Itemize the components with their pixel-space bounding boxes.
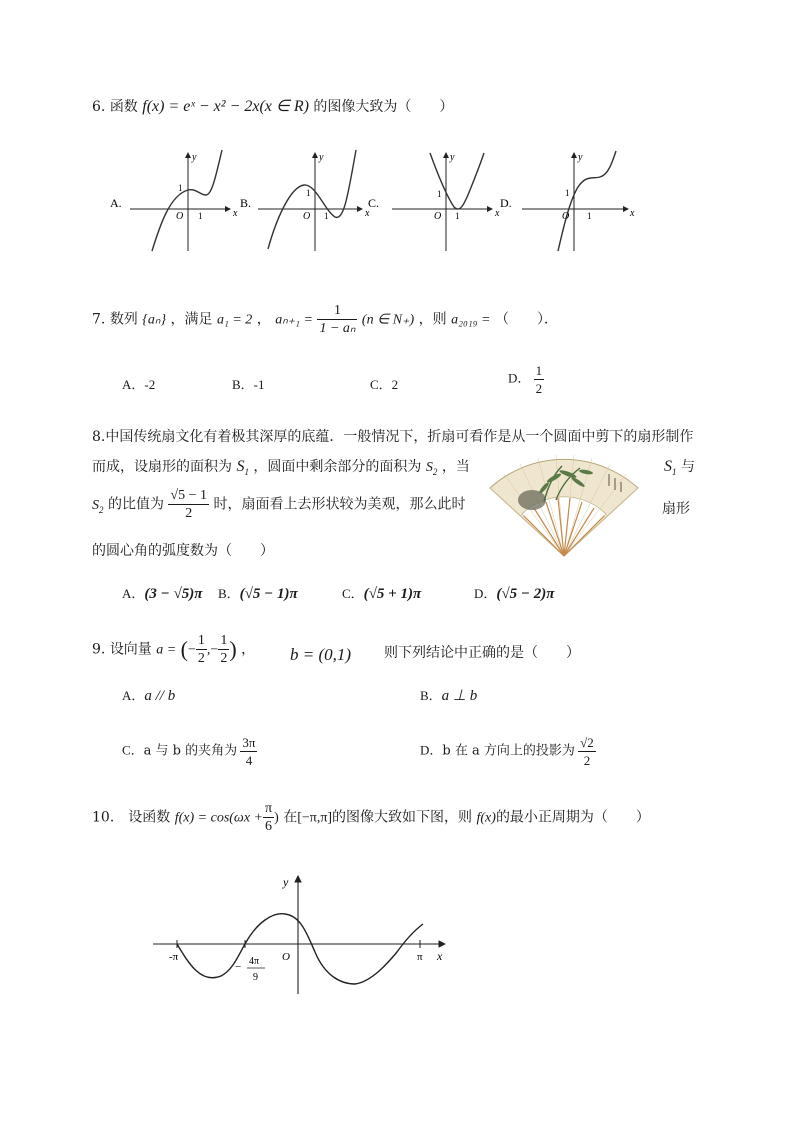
q6-b-y: y [319,152,324,163]
q9-opt-c-den: 4 [245,753,253,768]
q8-opt-a-value: (3 − √5)π [144,586,203,602]
q7-sep: ， [256,311,271,328]
q9-opt-d-text: b 在 a 方向上的投影为 [442,743,575,759]
q10-graph [145,872,465,997]
q8-line2-d: 与 [680,459,695,475]
q9-opt-b-label: B． [420,688,442,703]
q10-frac-num: π [264,801,273,816]
q6-c-y: y [450,152,455,163]
q6-d-one-y: 1 [565,188,570,198]
q6-graph-d [522,151,635,251]
q7-opt-a-label: A． [122,377,145,392]
q7-number: 7. [92,311,106,328]
q9-vec-b [290,645,351,665]
q10-formula-b: ) [274,810,279,826]
q10-text-d: 的最小正周期为（ ） [495,809,650,826]
q10-text-b: 在 [283,809,298,826]
q9-ax-den: 2 [197,651,205,666]
q9-option-a [122,685,175,705]
q6-a-one-x: 1 [198,211,203,221]
q6-a-one-y: 1 [178,183,183,193]
q10-frac [263,800,274,835]
q6-b-one-y: 1 [306,188,311,198]
q8-line2-a: 而成，设扇形的面积为 [92,459,232,475]
q9-vec-a: a = [156,642,177,658]
q8-line2 [92,456,470,477]
q9-vec-b-text: b = (0,1) [290,645,352,664]
q7-frac-den: 1 − aₙ [319,321,356,336]
q8-line3 [92,487,465,522]
q7-opt-d-num: 1 [535,363,543,378]
q8-number: 8. [92,429,106,445]
q7-stem [92,302,558,337]
q9-option-b [420,685,477,705]
q9-comma: ,− [206,642,219,658]
q6-a-x: x [233,208,238,219]
q7-text-b: ，满足 [170,311,213,328]
q8-s2-sub: 2 [432,466,438,477]
folding-fan-image [484,452,644,560]
q9-text-a: 设向量 [109,641,152,658]
q8-opt-a-label: A． [122,586,145,601]
q8-s2b-sub: 2 [99,504,104,515]
q9-opt-a-value: a // b [144,688,176,704]
q7-opt-d-den: 2 [535,381,543,396]
q6-option-c-label: C. [368,196,380,210]
q9-ay-num: 1 [220,633,228,648]
q7-lhs: aₙ₊₁ = [275,312,313,328]
q10-x-label: x [437,949,443,963]
q6-number: 6. [92,99,106,115]
q8-line4: 的圆心角的弧度数为（ ） [92,543,274,559]
q8-line3-right: 扇形 [662,501,690,517]
q6-c-one-y: 1 [437,189,442,199]
q10-pi: π [417,951,423,963]
q10-interval: [−π,π] [297,810,333,826]
q8-line2-right [664,456,695,477]
q9-sep: ， [241,641,256,658]
q9-paren-open: ( [180,636,188,662]
q8-option-d [474,583,554,603]
q7-text-d: （ ）． [494,311,558,328]
q7-text-a: 数列 [109,311,138,328]
q8-s1r-sub: 1 [672,467,677,478]
q10-tick-den: 9 [253,972,258,983]
q9-ax-num: 1 [197,633,205,648]
q6-c-x: x [495,208,500,219]
q10-formula-a: f(x) = cos(ωx + [174,810,263,826]
q8-ratio-den: 2 [185,506,193,521]
q8-opt-b-label: B． [218,586,240,601]
q8-s1-sub: 1 [244,467,249,478]
q6-d-x: x [630,208,635,219]
q7-option-c [370,374,398,393]
q8-option-a [122,583,202,603]
q9-paren-close: ) [229,636,237,662]
q10-curve [177,914,423,984]
q10-stem [92,800,650,835]
q8-s1r-letter: S [664,458,672,475]
q8-s2-b [92,498,104,513]
q7-cond1: a₁ = 2 [216,312,253,328]
q6-graph-b [258,150,370,251]
q7-option-b [232,374,265,393]
q6-b-o: O [303,211,311,222]
q9-ay-frac [218,632,229,667]
q9-opt-b-value: a ⊥ b [441,688,478,704]
q6-c-o: O [434,211,442,222]
q10-text-c: 的图像大致如下图，则 [332,809,473,826]
q6-option-b-label: B. [240,196,252,210]
q9-opt-d-label: D． [420,742,443,758]
q8-line3-b: 时，扇面看上去形状较为美观，那么此时 [213,496,466,513]
q6-option-a-label: A. [110,196,122,210]
q8-s2 [426,460,438,475]
q9-number: 9. [92,641,106,658]
q8-line2-c: ，当 [441,459,470,475]
q8-s2b-letter: S [92,497,99,513]
q8-line3-a: 的比值为 [107,496,164,513]
q7-target: a₂₀₁₉ = [451,312,491,328]
q6-a-o: O [176,211,184,222]
q9-opt-d-den: 2 [583,753,591,768]
q6-text-b: 的图像大致为（ ） [313,99,454,115]
q8-opt-b-value: (√5 − 1)π [239,586,298,602]
q9-stem [92,632,255,667]
q10-tick-num: 4π [249,956,260,967]
q6-formula: f(x) = eˣ − x² − 2x(x ∈ R) [142,98,309,115]
q8-s1 [236,458,249,478]
q9-option-d [420,734,596,769]
q6-text-a: 函数 [109,99,138,115]
q7-domain: (n ∈ N₊) [361,312,415,328]
q8-ratio-num: √5 − 1 [170,488,207,503]
q10-fx: f(x) [476,810,496,826]
q7-opt-a-value: -2 [144,377,156,392]
q7-text-c: ，则 [418,311,447,328]
q9-opt-d-frac [578,734,596,769]
q8-opt-d-value: (√5 − 2)π [496,586,555,602]
q8-line2-b: ，圆面中剩余部分的面积为 [253,459,422,475]
q7-option-d [508,362,544,397]
q8-s2-letter: S [425,460,433,475]
q7-opt-c-label: C． [370,377,392,392]
q6-stem [92,96,453,116]
q8-s1-letter: S [236,458,245,475]
q8-line1-text: 中国传统扇文化有着极其深厚的底蕴．一般情况下，折扇可看作是从一个圆面中剪下的扇形制作 [105,429,694,445]
q10-frac-den: 6 [265,819,273,834]
q10-y-label: y [283,875,289,889]
q9-minus-1: − [188,642,196,658]
q8-line1 [92,426,693,446]
q7-opt-b-value: -1 [253,377,265,392]
q9-opt-c-label: C． [122,742,144,758]
q9-opt-a-label: A． [122,688,145,703]
q8-opt-c-label: C． [342,586,364,601]
q6-b-one-x: 1 [324,211,329,221]
q8-option-c [342,583,421,603]
q6-d-y: y [578,152,583,163]
q6-a-y: y [192,152,197,163]
q6-b-x: x [365,208,370,219]
q7-opt-d-frac [534,362,545,397]
q10-tick-sign: − [235,961,242,973]
q10-number: 10． [92,809,124,826]
q7-opt-d-label: D． [508,370,531,386]
q8-opt-d-label: D． [474,586,497,601]
q7-opt-c-value: 2 [391,377,399,392]
q6-graph-a [130,150,238,251]
q9-text-b: 则下列结论中正确的是（ ） [384,645,580,661]
q7-frac-num: 1 [317,302,357,320]
q7-opt-b-label: B． [232,377,254,392]
q7-seq: {aₙ} [142,312,167,328]
q8-s1-right [664,458,677,478]
q9-opt-c-frac [240,734,257,769]
q9-ay-den: 2 [220,651,228,666]
q6-c-one-x: 1 [455,211,460,221]
q9-option-c [122,734,257,769]
q8-ratio [168,487,209,522]
q8-option-b [218,583,298,603]
q6-graph-c [392,152,500,251]
q9-ax-frac [196,632,207,667]
q10-text-a: 设函数 [128,809,171,826]
q6-d-one-x: 1 [587,211,592,221]
q9-opt-c-num: 3π [242,735,256,750]
q7-option-a [122,374,155,393]
q6-d-o: O [562,211,570,222]
q6-option-d-label: D. [500,196,512,210]
q7-fraction [317,302,357,337]
q6-graphs [100,145,640,260]
q9-opt-d-num: √2 [580,735,594,750]
q10-origin: O [282,951,290,963]
q9-opt-c-text: a 与 b 的夹角为 [143,743,238,759]
q8-opt-c-value: (√5 + 1)π [363,586,422,602]
q10-neg-pi: -π [169,951,179,963]
